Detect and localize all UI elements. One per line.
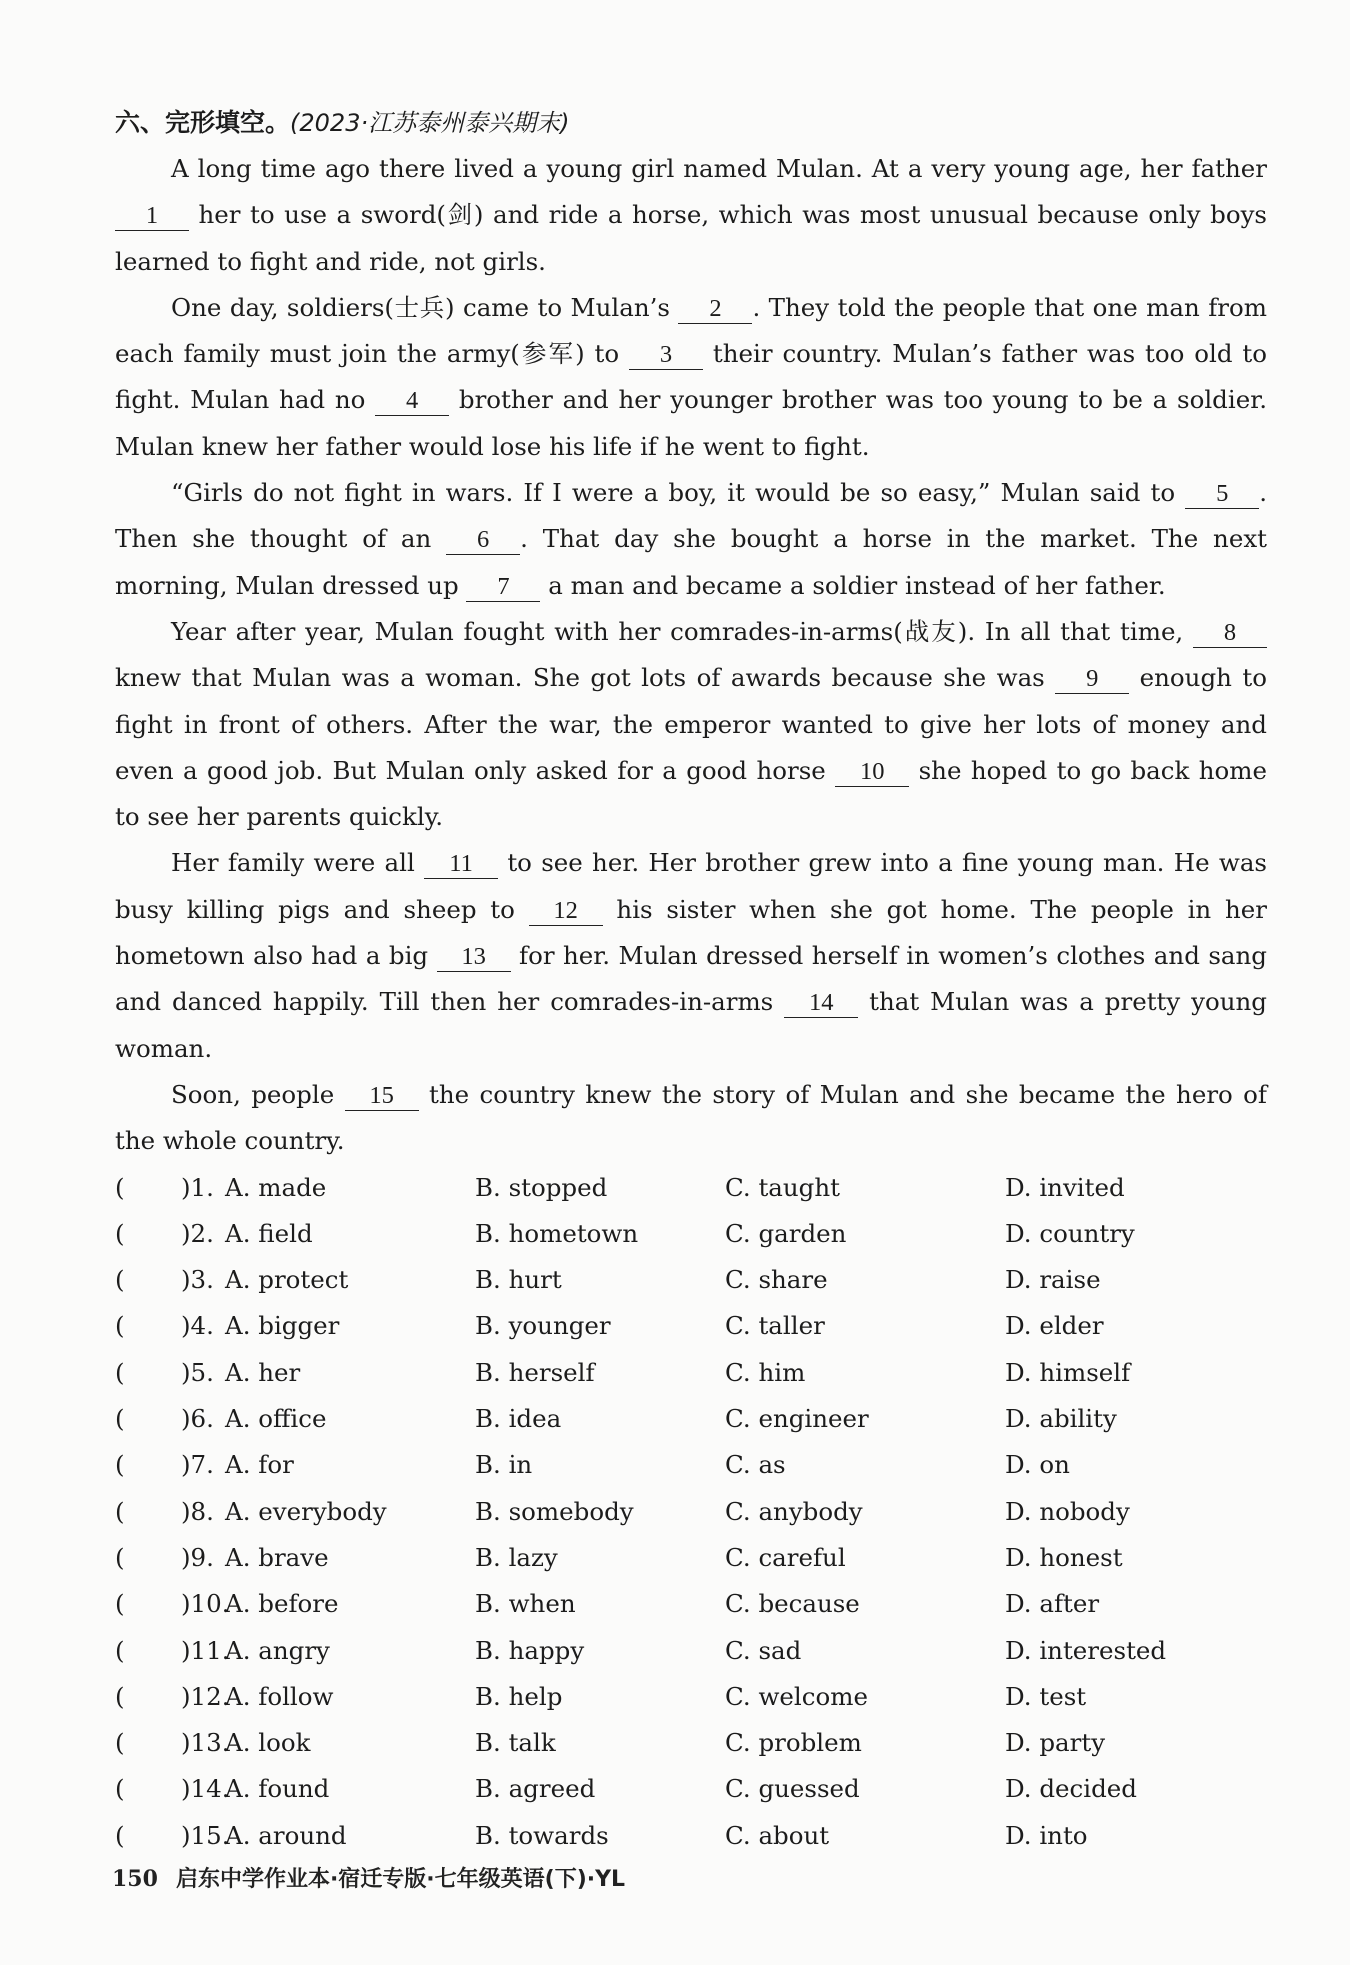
option-b[interactable]: B. agreed: [475, 1774, 596, 1804]
question-number: )2.: [181, 1218, 214, 1248]
option-b[interactable]: B. happy: [475, 1635, 585, 1665]
option-c[interactable]: C. because: [725, 1589, 860, 1619]
option-d[interactable]: D. party: [1005, 1728, 1106, 1758]
option-c[interactable]: C. problem: [725, 1728, 862, 1758]
answer-paren[interactable]: (: [115, 1311, 125, 1341]
option-a[interactable]: A. made: [225, 1172, 327, 1202]
answer-paren[interactable]: (: [115, 1357, 125, 1387]
question-number: )7.: [181, 1450, 214, 1480]
question-number: )15.: [181, 1820, 230, 1850]
option-a[interactable]: A. field: [225, 1218, 313, 1248]
answer-paren[interactable]: (: [115, 1681, 125, 1711]
option-b[interactable]: B. help: [475, 1681, 563, 1711]
answer-paren[interactable]: (: [115, 1589, 125, 1619]
option-d[interactable]: D. himself: [1005, 1357, 1131, 1387]
option-a[interactable]: A. look: [225, 1728, 311, 1758]
answer-blank[interactable]: 7: [466, 573, 540, 602]
question-row: [115, 1165, 1267, 1211]
answer-blank[interactable]: 14: [784, 989, 858, 1018]
question-row: [115, 1813, 1267, 1859]
option-d[interactable]: D. test: [1005, 1681, 1087, 1711]
answer-paren[interactable]: (: [115, 1635, 125, 1665]
answer-blank[interactable]: 2: [678, 295, 752, 324]
page-number: 150: [112, 1866, 158, 1892]
option-b[interactable]: B. stopped: [475, 1172, 608, 1202]
passage-text: . They told the people that one man from each family must join the army(参军) to: [115, 292, 1267, 369]
answer-blank[interactable]: 11: [424, 850, 498, 879]
question-row: [115, 1766, 1267, 1812]
passage-text: that Mulan was a pretty young woman.: [115, 987, 1267, 1063]
option-b[interactable]: B. idea: [475, 1404, 562, 1434]
answer-blank[interactable]: 13: [437, 943, 511, 972]
option-a[interactable]: A. before: [225, 1589, 339, 1619]
option-c[interactable]: C. about: [725, 1820, 830, 1850]
cloze-passage: [115, 146, 1267, 1165]
passage-paragraph: [115, 1072, 1267, 1165]
option-a[interactable]: A. for: [225, 1450, 294, 1480]
question-row: [115, 1257, 1267, 1303]
question-number: )1.: [181, 1172, 214, 1202]
answer-blank[interactable]: 3: [629, 341, 703, 370]
option-d[interactable]: D. after: [1005, 1589, 1100, 1619]
option-d[interactable]: D. on: [1005, 1450, 1070, 1480]
passage-text: Year after year, Mulan fought with her comrades-in-arms(战友). In all that time,: [171, 616, 1193, 646]
answer-paren[interactable]: (: [115, 1728, 125, 1758]
option-c[interactable]: C. welcome: [725, 1681, 868, 1711]
option-d[interactable]: D. invited: [1005, 1172, 1125, 1202]
passage-text: Her family were all: [171, 848, 425, 878]
passage-text: Soon, people: [171, 1079, 345, 1109]
option-d[interactable]: D. honest: [1005, 1542, 1123, 1572]
option-b[interactable]: B. talk: [475, 1728, 556, 1758]
option-a[interactable]: A. angry: [225, 1635, 330, 1665]
answer-paren[interactable]: (: [115, 1265, 125, 1295]
question-row: [115, 1674, 1267, 1720]
option-d[interactable]: D. nobody: [1005, 1496, 1130, 1526]
option-c[interactable]: C. guessed: [725, 1774, 860, 1804]
answer-options: [115, 1165, 1267, 1859]
passage-text: A long time ago there lived a young girl named Mulan. At a very young age, her father: [171, 154, 1267, 183]
passage-text: she hoped to go back home to see her parents quickly.: [115, 755, 1267, 832]
question-row: [115, 1535, 1267, 1581]
passage-text: knew that Mulan was a woman. She got lots of awards because she was: [115, 663, 1056, 693]
question-number: )8.: [181, 1496, 214, 1526]
question-number: )6.: [181, 1404, 214, 1434]
answer-blank[interactable]: 4: [375, 387, 449, 416]
passage-text: for her. Mulan dressed herself in women’s clothes and sang and danced happily. Till then her comrades-in-arms: [115, 941, 1267, 1017]
passage-paragraph: [115, 840, 1267, 1071]
option-b[interactable]: B. towards: [475, 1820, 609, 1850]
answer-blank[interactable]: 9: [1055, 665, 1129, 694]
option-a[interactable]: A. found: [225, 1774, 330, 1804]
option-b[interactable]: B. herself: [475, 1357, 595, 1387]
answer-paren[interactable]: (: [115, 1172, 125, 1202]
question-row: [115, 1628, 1267, 1674]
option-c[interactable]: C. careful: [725, 1542, 846, 1572]
answer-paren[interactable]: (: [115, 1218, 125, 1248]
book-title: 启东中学作业本·宿迁专版·七年级英语(下)·YL: [175, 1867, 626, 1892]
option-a[interactable]: A. protect: [225, 1265, 349, 1295]
answer-blank[interactable]: 6: [446, 526, 520, 555]
passage-paragraph: [115, 609, 1267, 840]
option-d[interactable]: D. into: [1005, 1820, 1088, 1850]
question-number: )3.: [181, 1265, 214, 1295]
option-b[interactable]: B. in: [475, 1450, 533, 1480]
passage-text: their country. Mulan’s father was too old to fight. Mulan had no: [115, 339, 1267, 415]
option-b[interactable]: B. hometown: [475, 1218, 639, 1248]
option-c[interactable]: C. him: [725, 1357, 806, 1387]
answer-blank[interactable]: 10: [835, 758, 909, 787]
passage-text: One day, soldiers(士兵) came to Mulan’s: [171, 292, 679, 322]
answer-paren[interactable]: (: [115, 1496, 125, 1526]
question-number: )9.: [181, 1542, 214, 1572]
option-b[interactable]: B. lazy: [475, 1542, 558, 1572]
question-row: [115, 1303, 1267, 1349]
section-heading: [115, 100, 1267, 146]
option-d[interactable]: D. raise: [1005, 1265, 1101, 1295]
passage-text: his sister when she got home. The people in her hometown also had a big: [115, 894, 1267, 971]
question-number: )12.: [181, 1681, 230, 1711]
option-b[interactable]: B. hurt: [475, 1265, 562, 1295]
passage-text: enough to fight in front of others. After the war, the emperor wanted to give her lots of money and even a good job. But Mulan only asked for a good horse: [115, 663, 1267, 785]
passage-text: her to use a sword(剑) and ride a horse, which was most unusual because only boys learned to fight and ride, not girls.: [115, 200, 1267, 276]
answer-paren[interactable]: (: [115, 1820, 125, 1850]
option-a[interactable]: A. office: [225, 1404, 327, 1434]
passage-paragraph: [115, 146, 1267, 285]
page-footer: [112, 1862, 625, 1893]
answer-paren[interactable]: (: [115, 1774, 125, 1804]
question-row: [115, 1396, 1267, 1442]
passage-paragraph: [115, 470, 1267, 609]
answer-paren[interactable]: (: [115, 1404, 125, 1434]
option-c[interactable]: C. taught: [725, 1172, 840, 1202]
option-c[interactable]: C. engineer: [725, 1404, 869, 1434]
passage-text: . That day she bought a horse in the market. The next morning, Mulan dressed up: [115, 524, 1267, 600]
option-c[interactable]: C. sad: [725, 1635, 802, 1665]
passage-text: . Then she thought of an: [115, 478, 1267, 554]
option-c[interactable]: C. as: [725, 1450, 786, 1480]
option-d[interactable]: D. ability: [1005, 1404, 1117, 1434]
section-title: 六、完形填空。: [115, 108, 291, 137]
option-a[interactable]: A. her: [225, 1357, 301, 1387]
option-c[interactable]: C. anybody: [725, 1496, 863, 1526]
answer-blank[interactable]: 5: [1185, 480, 1259, 509]
question-row: [115, 1720, 1267, 1766]
passage-text: “Girls do not fight in wars. If I were a boy, it would be so easy,” Mulan said to: [171, 478, 1186, 508]
question-number: )5.: [181, 1357, 214, 1387]
passage-paragraph: [115, 285, 1267, 470]
option-a[interactable]: A. around: [225, 1820, 347, 1850]
question-row: [115, 1211, 1267, 1257]
option-a[interactable]: A. brave: [225, 1542, 329, 1572]
cloze-section: [115, 100, 1267, 1859]
answer-blank[interactable]: 12: [529, 897, 603, 926]
answer-blank[interactable]: 8: [1193, 619, 1267, 648]
option-d[interactable]: D. elder: [1005, 1311, 1104, 1341]
passage-text: brother and her younger brother was too young to be a soldier. Mulan knew her father would lose his life if he went to fight.: [115, 385, 1267, 461]
option-a[interactable]: A. bigger: [225, 1311, 340, 1341]
option-b[interactable]: B. somebody: [475, 1496, 634, 1526]
option-d[interactable]: D. decided: [1005, 1774, 1137, 1804]
question-number: )14.: [181, 1774, 230, 1804]
option-b[interactable]: B. younger: [475, 1311, 611, 1341]
option-c[interactable]: C. garden: [725, 1218, 847, 1248]
passage-text: the country knew the story of Mulan and she became the hero of the whole country.: [115, 1079, 1267, 1156]
question-row: [115, 1350, 1267, 1396]
answer-blank[interactable]: 1: [115, 202, 189, 231]
question-row: [115, 1489, 1267, 1535]
question-number: )4.: [181, 1311, 214, 1341]
option-a[interactable]: A. everybody: [225, 1496, 387, 1526]
question-number: )10.: [181, 1589, 230, 1619]
answer-paren[interactable]: (: [115, 1542, 125, 1572]
question-row: [115, 1442, 1267, 1488]
option-c[interactable]: C. taller: [725, 1311, 825, 1341]
option-b[interactable]: B. when: [475, 1589, 576, 1619]
answer-blank[interactable]: 15: [345, 1082, 419, 1111]
question-row: [115, 1581, 1267, 1627]
answer-paren[interactable]: (: [115, 1450, 125, 1480]
question-number: )11.: [181, 1635, 230, 1665]
option-a[interactable]: A. follow: [225, 1681, 334, 1711]
section-source: (2023·江苏泰州泰兴期末): [290, 109, 570, 137]
passage-text: to see her. Her brother grew into a fine young man. He was busy killing pigs and sheep to: [115, 848, 1268, 924]
question-number: )13.: [181, 1728, 230, 1758]
passage-text: a man and became a soldier instead of her father.: [540, 570, 1166, 600]
option-d[interactable]: D. interested: [1005, 1635, 1167, 1665]
option-c[interactable]: C. share: [725, 1265, 828, 1295]
option-d[interactable]: D. country: [1005, 1218, 1135, 1248]
